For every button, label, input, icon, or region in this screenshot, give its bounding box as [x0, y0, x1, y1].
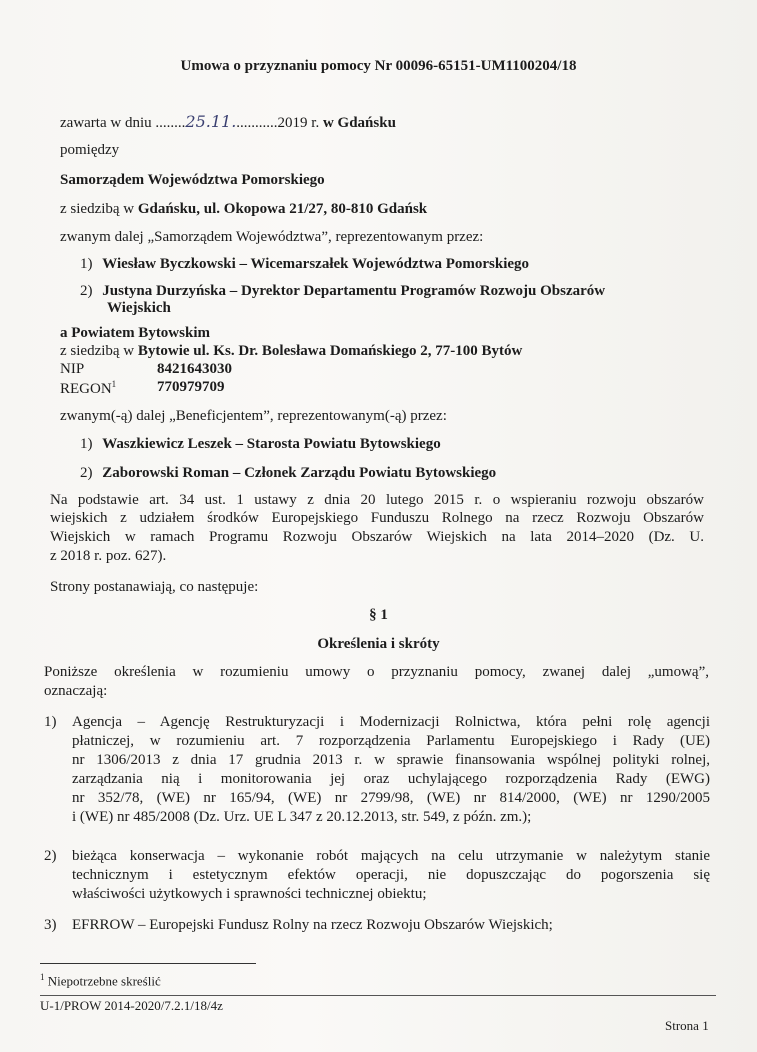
party2-rep-2 [80, 465, 496, 482]
footnote [40, 972, 161, 989]
rep-text: Zaborowski Roman – Członek Zarządu Powiatu Bytowskiego [102, 465, 497, 481]
party2-seat [60, 343, 522, 360]
definition-1-number: 1) [44, 714, 57, 730]
party1-rep-2-cont: Wiejskich [107, 300, 171, 316]
footnote-text: Niepotrzebne skreślić [44, 973, 161, 989]
document-title: Umowa o przyznaniu pomocy Nr 00096-65151-UM1100204/18 [180, 58, 577, 74]
definition-1-line: nr 352/78, (WE) nr 165/94, (WE) nr 2799/98, (WE) nr 814/2000, (WE) nr 1290/2005 [72, 790, 710, 806]
rep-number: 2) [80, 283, 93, 299]
rep-number: 1) [80, 436, 93, 452]
party2-name: a Powiatem Bytowskim [60, 325, 210, 341]
party2-rep-1 [80, 436, 441, 453]
concluded-line [60, 112, 396, 132]
definition-1-line: zarządzania nią i monitorowania jej oraz uchylającego rozporządzenia Rady (EWG) [72, 771, 710, 787]
definition-3-number: 3) [44, 917, 57, 933]
definition-2-number: 2) [44, 848, 57, 864]
rep-text: Justyna Durzyńska – Dyrektor Departamentu Programów Rozwoju Obszarów [102, 283, 606, 299]
basis-line-2: wiejskich z udziałem środków Europejskiego Funduszu Rolnego na rzecz Rozwoju Obszarów [50, 510, 704, 526]
definition-1-line: płatniczej, w rozumieniu art. 7 rozporządzenia Parlamentu Europejskiego i Rady (UE) [72, 733, 710, 749]
party1-seat [60, 201, 427, 218]
party1-seat-address: Gdańsku, ul. Okopowa 21/27, 80-810 Gdańsk [137, 201, 428, 217]
party1-name: Samorządem Województwa Pomorskiego [60, 172, 325, 188]
handwritten-date: 25.11. [185, 112, 237, 131]
nip-label: NIP [60, 361, 85, 377]
rep-number: 2) [80, 465, 93, 481]
definition-1-line: nr 1306/2013 z dnia 17 grudnia 2013 r. w sprawie finansowania wspólnej polityki rolnej, [72, 752, 710, 768]
definition-2-line: bieżąca konserwacja – wykonanie robót mających na celu utrzymanie w należytym stanie [72, 848, 710, 864]
concluded-suffix: ...........2019 r. [236, 115, 320, 131]
rep-text: Wiesław Byczkowski – Wicemarszałek Województwa Pomorskiego [102, 256, 530, 272]
concluded-place: w Gdańsku [319, 115, 396, 131]
basis-line-4: z 2018 r. poz. 627). [50, 548, 167, 564]
basis-line-1: Na podstawie art. 34 ust. 1 ustawy z dnia 20 lutego 2015 r. o wspieraniu rozwoju obszarów [50, 492, 704, 508]
party2-called: zwanym(-ą) dalej „Beneficjentem”, reprezentowanym(-ą) przez: [60, 408, 447, 424]
concluded-prefix: zawarta w dniu ........ [60, 115, 186, 131]
footnote-separator [40, 963, 256, 964]
rep-text: Waszkiewicz Leszek – Starosta Powiatu Bytowskiego [102, 436, 441, 452]
definition-1-line: Agencja – Agencję Restrukturyzacji i Modernizacji Rolnictwa, która pełni rolę agencji [72, 714, 710, 730]
nip-value: 8421643030 [157, 361, 232, 377]
intro-line-2: oznaczają: [44, 683, 108, 699]
definition-3-line: EFRROW – Europejski Fundusz Rolny na rzecz Rozwoju Obszarów Wiejskich; [72, 917, 553, 933]
section-title: Określenia i skróty [317, 636, 440, 652]
page-number: Strona 1 [665, 1018, 709, 1033]
section-number: § 1 [369, 607, 388, 623]
party2-seat-prefix: z siedzibą w [60, 343, 138, 359]
regon-value: 770979709 [157, 379, 225, 395]
rep-number: 1) [80, 256, 93, 272]
footnote-ref: 1 [111, 379, 117, 389]
party1-rep-1 [80, 256, 529, 273]
footer-rule [40, 995, 716, 996]
definition-2-line: technicznym i estetycznym efektów operacji, nie dopuszczając do pogorszenia się [72, 867, 710, 883]
party1-called: zwanym dalej „Samorządem Województwa”, reprezentowanym przez: [60, 229, 484, 245]
footnote-marker: 1 [40, 972, 45, 982]
party1-seat-prefix: z siedzibą w [60, 201, 138, 217]
document-code: U-1/PROW 2014-2020/7.2.1/18/4z [40, 998, 223, 1013]
definition-1-line: i (WE) nr 485/2008 (Dz. Urz. UE L 347 z 20.12.2013, str. 549, z późn. zm.); [72, 809, 532, 825]
definition-2-line: właściwości użytkowych i sprawności technicznej obiektu; [72, 886, 427, 902]
party1-rep-2 [80, 283, 605, 300]
intro-line-1: Poniższe określenia w rozumieniu umowy o przyznaniu pomocy, zwanej dalej „umową”, [44, 664, 709, 680]
regon-label-text: REGON [60, 381, 112, 397]
party2-seat-address: Bytowie ul. Ks. Dr. Bolesława Domańskiego 2, 77-100 Bytów [137, 343, 523, 359]
regon-label [60, 379, 116, 398]
basis-line-3: Wiejskich w ramach Programu Rozwoju Obszarów Wiejskich na lata 2014–2020 (Dz. U. [50, 529, 704, 545]
between-text: pomiędzy [60, 142, 120, 158]
agree-text: Strony postanawiają, co następuje: [50, 579, 259, 595]
